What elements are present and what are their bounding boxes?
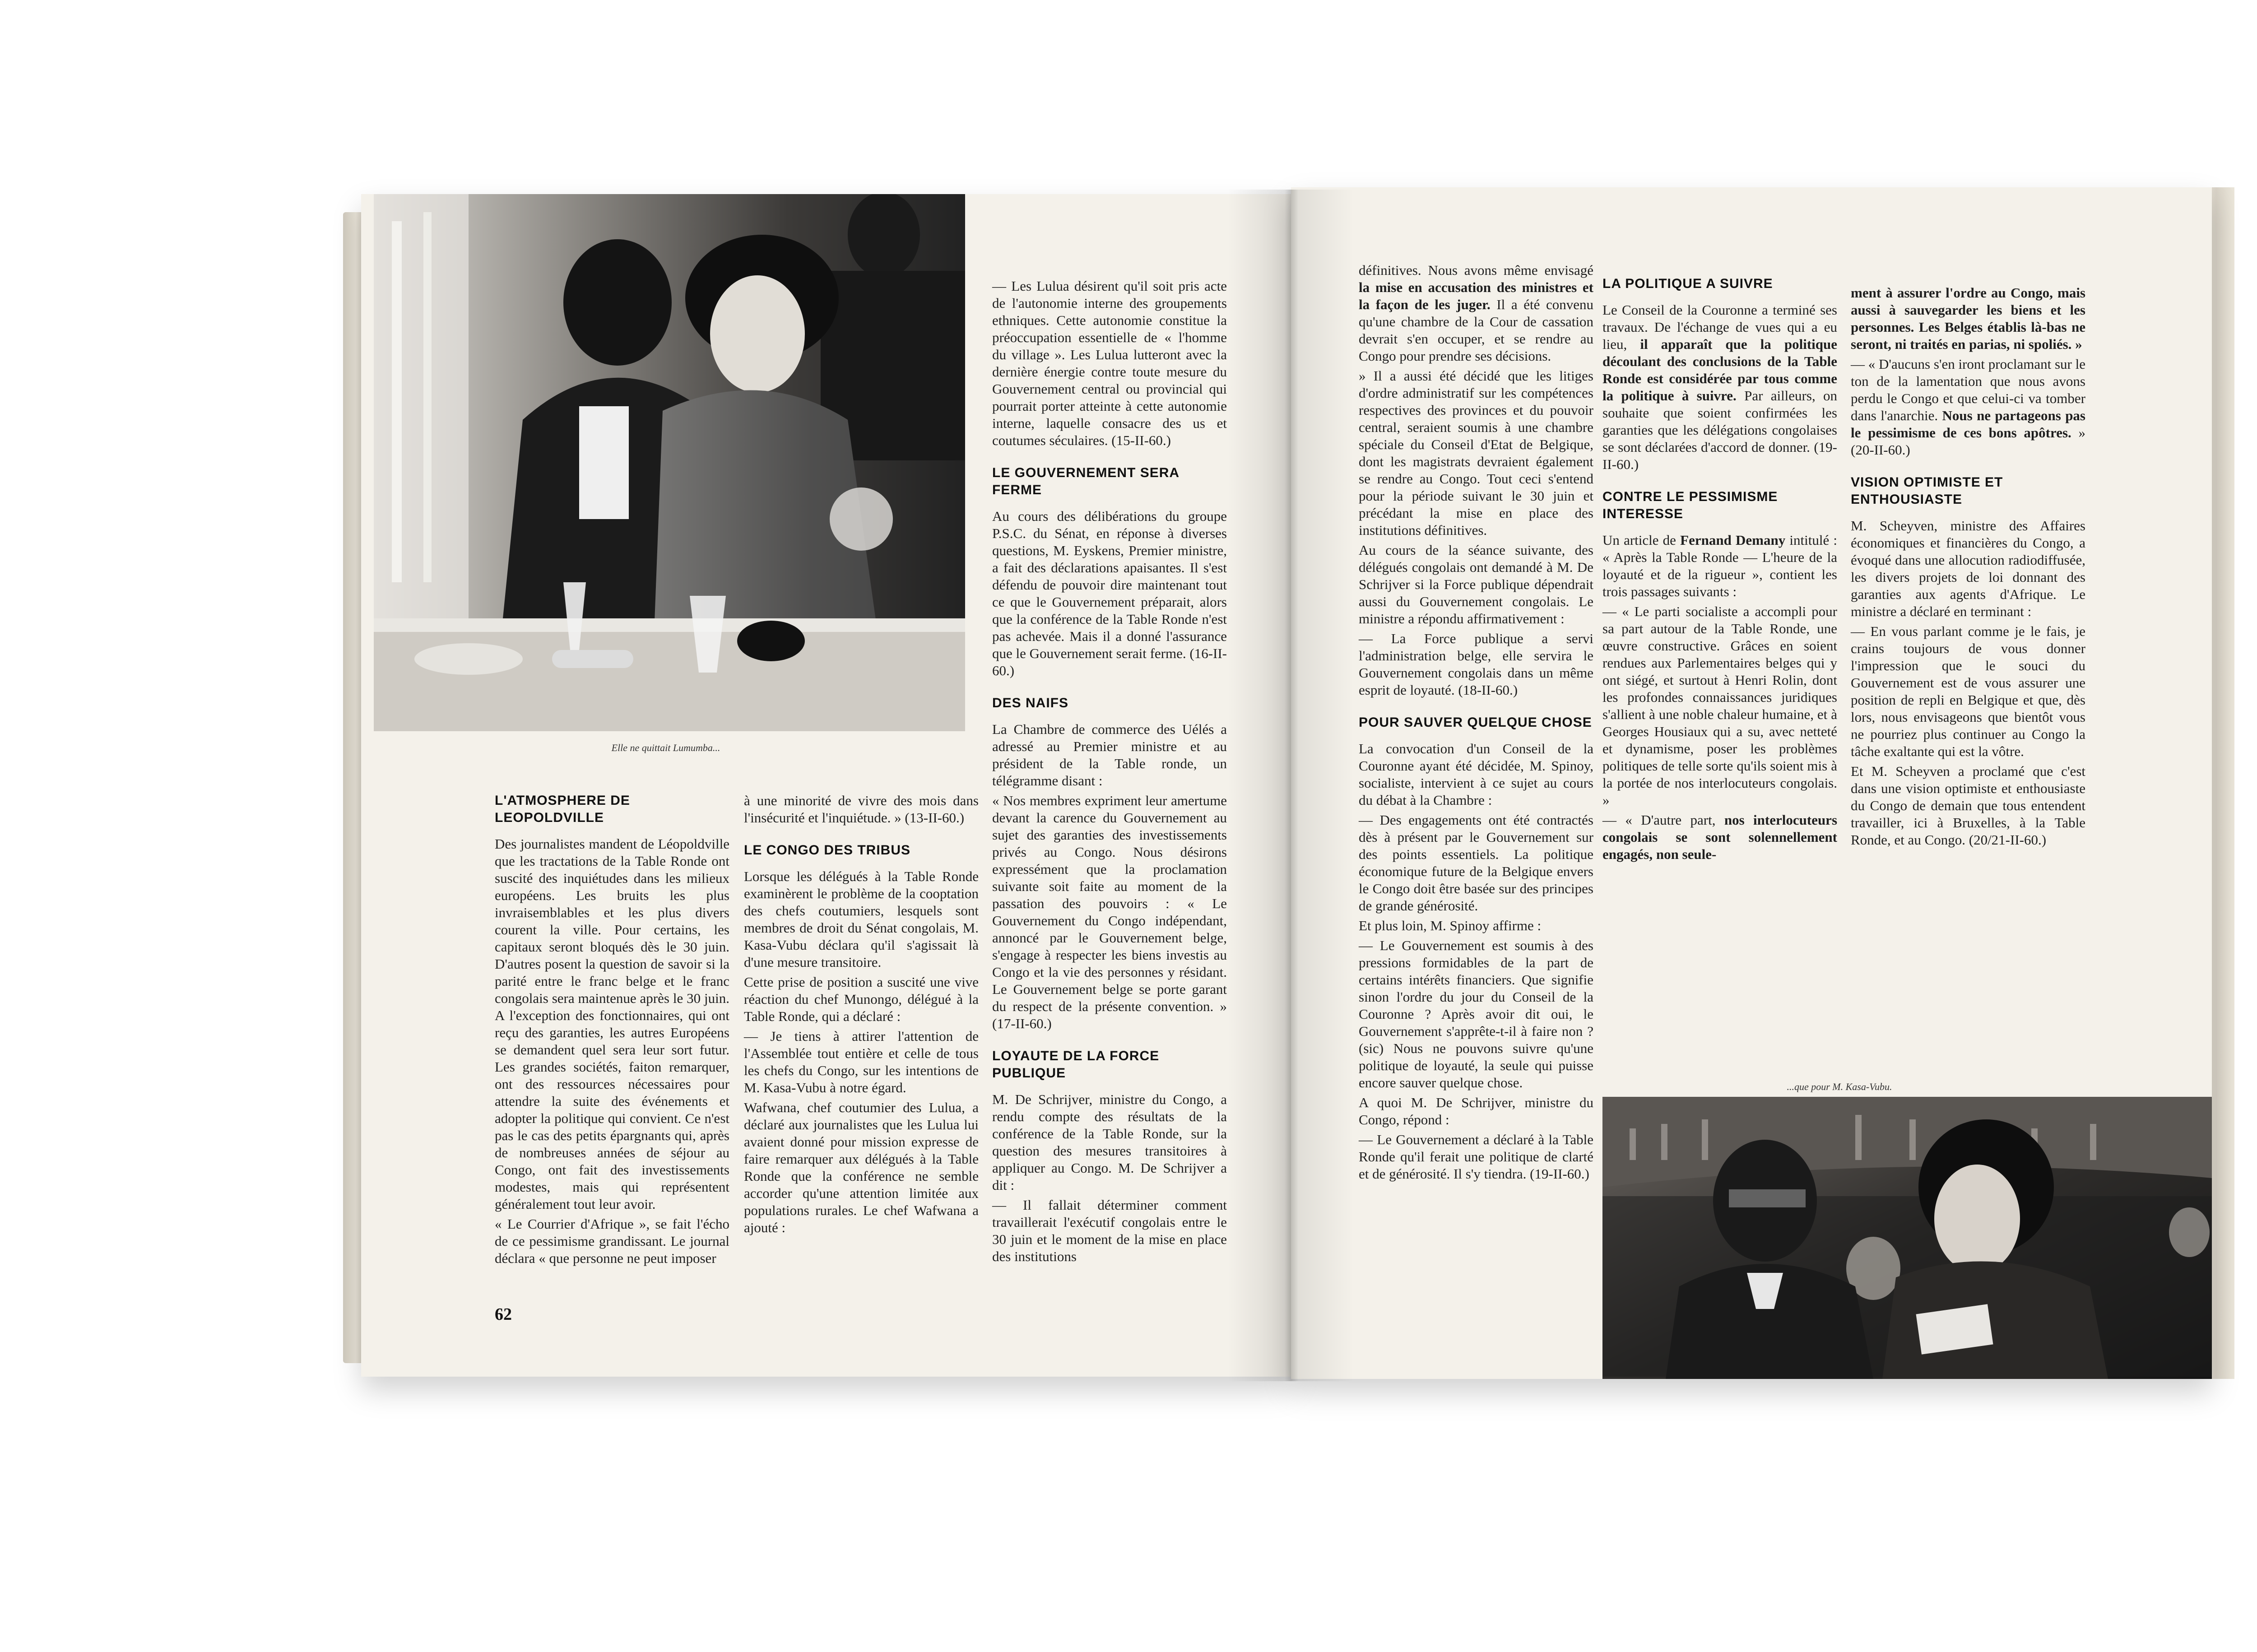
- text-run: » (20-II-60.): [1851, 425, 2086, 458]
- left-column-2: [744, 792, 979, 1239]
- left-column-3: [992, 278, 1227, 1268]
- text-run: définitives. Nous avons même envisagé: [1359, 262, 1593, 278]
- heading-atmosphere: L'ATMOSPHERE DE LEOPOLDVILLE: [495, 793, 630, 825]
- right-page: [1291, 187, 2212, 1379]
- paragraph: [1602, 302, 1837, 473]
- left-column-1: [495, 792, 729, 1270]
- right-column-3: [1851, 284, 2085, 851]
- bold-run: Fernand Demany: [1680, 532, 1786, 548]
- paragraph: [1851, 356, 2085, 459]
- paragraph: — Je tiens à attirer l'attention de l'Assemblée tout entière et celle de tous les chefs du Congo, sur les intentions de M. Kasa-Vubu à notre égard.: [744, 1028, 979, 1095]
- text-run: Par ailleurs, on souhaite que soient confirmées les garanties que les délégations congolaises se sont déclarées d'accord de donner. (19-II-60.): [1602, 388, 1837, 472]
- paragraph: — La Force publique a servi l'administration belge, elle servira le Gouvernement congolais dans un même esprit de loyauté. (18-II-60.): [1359, 631, 1593, 698]
- paragraph: — En vous parlant comme je le fais, je crains toujours de vous donner l'impression que le souci du Gouvernement est de vous assurer une position de repli en Belgique et que, dès lors, nous envisageons que bientôt vous ne pourriez plus continuer au Congo la tâche exaltante qui est la vôtre.: [1851, 623, 2085, 759]
- text-run: intitulé : « Après la Table Ronde — L'heure de la loyauté et de la rigueur », contient les trois passages suivants :: [1602, 532, 1838, 599]
- paragraph: A quoi M. De Schrijver, ministre du Congo, répond :: [1359, 1095, 1593, 1128]
- text-run: Un article de: [1602, 532, 1676, 548]
- paragraph: Des journalistes mandent de Léopoldville que les tractations de la Table Ronde ont suscité des inquiétudes dans les milieux européens. Les bruits les plus invraisemblables et les plus divers courent la ville. Pour certains, les capitaux seront bloqués dès le 30 juin. D'autres posent la question de savoir si la parité entre le franc belge et le franc congolais sera maintenue après le 30 juin. A l'exception des fonctionnaires, qui ont reçu des garanties, les autres Européens se demandent quel sera leur sort futur. Les grandes sociétés, faiton remarquer, ont des ressources nécessaires pour attendre la suite des événements et adopter la politique qui convient. Ce n'est pas le cas des petits épargnants qui, après de nombreuses années de séjour au Congo, ont fait des investissements modestes, mais qui représentent généralement tout leur avoir.: [495, 836, 729, 1212]
- paragraph: Et M. Scheyven a proclamé que c'est dans une vision optimiste et enthousiaste du Congo de demain que tous entendent travailler, ici à Bruxelles, à la Table Ronde, et au Congo. (20/21-II-60.): [1851, 763, 2085, 848]
- bold-run: Nous ne partageons pas le pessimisme de ces bons apôtres.: [1851, 408, 2085, 441]
- paragraph: — Le Gouvernement a déclaré à la Table Ronde qu'il ferait une politique de clarté et de générosité. Il s'y tiendra. (19-II-60.): [1359, 1132, 1593, 1182]
- paragraph: « Nos membres expriment leur amertume devant la carence du Gouvernement au sujet des garanties des investissements privés au Congo. Nous désirons expressément que la proclamation suivante soit faite au moment de la passation des pouvoirs : « Le Gouvernement du Congo indépendant, annoncé par le Gouvernement belge, s'engage à respecter les biens investis au Congo et la vie des personnes y résidant. Le Gouvernement belge se porte garant du respect de la présente convention. » (17-II-60.): [992, 793, 1227, 1031]
- paragraph: Au cours de la séance suivante, des délégués congolais ont demandé à M. De Schrijver si la Force publique dépendrait aussi du Gouvernement congolais. Le ministre a répondu affirmativement :: [1359, 542, 1593, 626]
- paragraph: — « Le parti socialiste a accompli pour sa part autour de la Table Ronde, une œuvre constructive. Grâces en soient rendues aux Parlementaires belges qui y ont siégé, et surtout à Henri Rolin, dont les profondes connaissances juridiques s'allient à une noble chaleur humaine, et à Georges Housiaux qui a su, avec netteté et dynamisme, poser les problèmes politiques de telle sorte qu'ils soient mis à la portée de nos interlocuteurs congolais. »: [1602, 603, 1837, 808]
- paragraph: — Le Gouvernement est soumis à des pressions formidables de la part de certains intérêts financiers. Que signifie sinon l'ordre du jour du Conseil de la Couronne ? Après avoir dit oui, le Gouvernement s'apprête-t-il à faire non ? (sic) Nous ne pouvons suivre qu'une politique de loyauté, la seule qui puisse encore sauver quelque chose.: [1359, 937, 1593, 1091]
- text-run: — « D'aucuns s'en iront proclamant sur le ton de la lamentation que nous avons perdu le Congo et que celui-ci va tomber dans l'anarchie.: [1851, 356, 2085, 423]
- heading-politique-a-suivre: LA POLITIQUE A SUIVRE: [1602, 276, 1773, 291]
- heading-vision-optimiste: VISION OPTIMISTE ET ENTHOUSIASTE: [1851, 475, 2003, 507]
- paragraph: — Des engagements ont été contractés dès à présent par le Gouvernement sur des points essentiels. La politique économique future de la Belgique envers le Congo doit être basée sur des principes de grande générosité.: [1359, 812, 1593, 914]
- text-run: Il a été convenu qu'une chambre de la Cour de cassation devrait s'en occuper, et se rendre au Congo pour prendre ses décisions.: [1359, 297, 1593, 364]
- heading-contre-pessimisme: CONTRE LE PESSIMISME INTERESSE: [1602, 489, 1778, 521]
- left-page: [361, 194, 1291, 1377]
- paragraph: Wafwana, chef coutumier des Lulua, a déclaré aux journalistes que les Lulua lui avaient donné pour mission expresse de faire remarquer aux délégués à la Table Ronde que la conférence ne semble accorder qu'une attention limitée aux populations rurales. Le chef Wafwana a ajouté :: [744, 1100, 979, 1235]
- paragraph: [1359, 262, 1593, 365]
- paragraph: ment à assurer l'ordre au Congo, mais aussi à sauvegarder les biens et les personnes. Les Belges établis là-bas ne seront, ni traités en parias, ni spoliés. »: [1851, 285, 2085, 352]
- paragraph: M. Scheyven, ministre des Affaires économiques et financières du Congo, a évoqué dans une allocution radiodiffusée, les divers projets de loi donnant des garanties aux agents d'Afrique. Le ministre a déclaré en terminant :: [1851, 518, 2085, 619]
- photo-caption-right: ...que pour M. Kasa-Vubu.: [1787, 1081, 1892, 1092]
- heading-loyaute-force-publique: LOYAUTE DE LA FORCE PUBLIQUE: [992, 1049, 1160, 1081]
- paragraph: Lorsque les délégués à la Table Ronde examinèrent le problème de la cooptation des chefs coutumiers, lesquels sont membres de droit du Sénat congolais, M. Kasa-Vubu déclara qu'il s'agissait là d'une mesure transitoire.: [744, 868, 979, 970]
- paragraph: Et plus loin, M. Spinoy affirme :: [1359, 918, 1542, 933]
- heading-gouvernement-sera-ferme: LE GOUVERNEMENT SERA FERME: [992, 465, 1179, 497]
- paragraph: — Il fallait déterminer comment travaillerait l'exécutif congolais entre le 30 juin et le moment de la mise en place des institutions: [992, 1197, 1227, 1264]
- right-column-2: [1602, 275, 1837, 866]
- right-column-1: [1359, 262, 1593, 1185]
- paragraph: à une minorité de vivre des mois dans l'insécurité et l'inquiétude. » (13-II-60.): [744, 793, 979, 826]
- paragraph: [1602, 532, 1837, 600]
- photo-caption-left: Elle ne quittait Lumumba...: [611, 742, 720, 753]
- bold-run: il apparaît que la politique découlant des conclusions de la Table Ronde est considérée par tous comme la politique à suivre.: [1602, 336, 1838, 404]
- paragraph: Cette prise de position a suscité une vive réaction du chef Munongo, délégué à la Table Ronde, qui a déclaré :: [744, 974, 979, 1024]
- paragraph: — Les Lulua désirent qu'il soit pris acte de l'autonomie interne des groupements ethniques. Cette autonomie constitue la préoccupation essentielle de « l'homme du village ». Les Lulua lutteront avec la dernière énergie contre toute mesure du Gouvernement central ou provincial qui pourrait porter atteinte à cette autonomie interne, laquelle consacre des us et coutumes séculaires. (15-II-60.): [992, 278, 1227, 448]
- paragraph: La Chambre de commerce des Uélés a adressé au Premier ministre et au président de la Table ronde, un télégramme disant :: [992, 721, 1227, 789]
- paragraph: [1602, 812, 1837, 863]
- paragraph: « Le Courrier d'Afrique », se fait l'écho de ce pessimisme grandissant. Le journal déclara « que personne ne peut imposer: [495, 1216, 729, 1266]
- photo-kasa-vubu: [1602, 1097, 2212, 1379]
- heading-des-naifs: DES NAIFS: [992, 696, 1069, 710]
- heading-pour-sauver: POUR SAUVER QUELQUE CHOSE: [1359, 715, 1592, 730]
- paragraph: » Il a aussi été décidé que les litiges d'ordre administratif sur les compétences respectives des provinces et du pouvoir central, seraient soumis à une chambre spéciale du Conseil d'Etat de Belgique, dont les magistrats devraient également se rendre au Congo. Tout ceci s'entend pour la période suivant le 30 juin et précédant la mise en place des institutions définitives.: [1359, 368, 1593, 538]
- paragraph: Au cours des délibérations du groupe P.S.C. du Sénat, en réponse à diverses questions, M. Eyskens, Premier ministre, a fait des déclarations apaisantes. Il s'est défendu de pouvoir dire maintenant tout ce que le Gouvernement préparait, alors que la conférence de la Table Ronde n'est pas achevée. Mais il a donné l'assurance que le Gouvernement serait ferme. (16-II-60.): [992, 508, 1227, 678]
- text-run: — « D'autre part,: [1602, 812, 1716, 828]
- text-run: Le Conseil de la Couronne a terminé ses travaux. De l'échange de vues qui a eu lieu,: [1602, 302, 1837, 352]
- paragraph: M. De Schrijver, ministre du Congo, a rendu compte des résultats de la conférence de la Table Ronde, sur la question des mesures transitoires à appliquer au Congo. M. De Schrijver a dit :: [992, 1091, 1227, 1193]
- page-number: 62: [495, 1305, 512, 1324]
- bold-run: la mise en accusation des ministres et la façon de les juger.: [1359, 279, 1593, 312]
- heading-congo-des-tribus: LE CONGO DES TRIBUS: [744, 843, 911, 858]
- paragraph: La convocation d'un Conseil de la Couronne ayant été décidée, M. Spinoy, socialiste, intervient à ce sujet au cours du débat à la Chambre :: [1359, 741, 1593, 808]
- photo-lumumba: [374, 194, 965, 731]
- bold-run: nos interlocuteurs congolais se sont solennellement engagés, non seule-: [1602, 812, 1838, 862]
